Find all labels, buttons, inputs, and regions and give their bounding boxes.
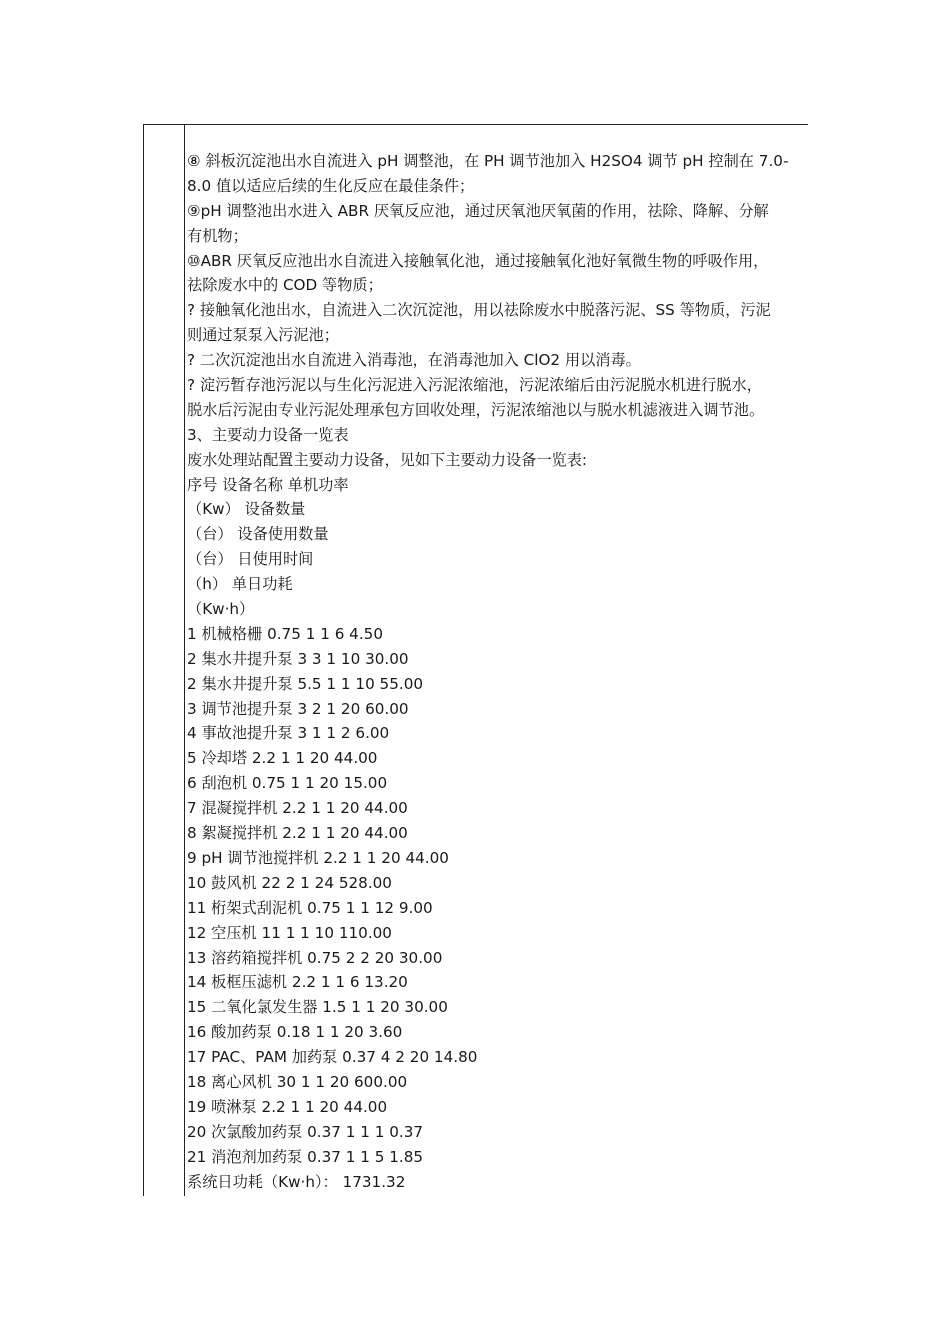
table-row: 16 酸加药泵 0.18 1 1 20 3.60 (187, 1023, 403, 1042)
table-row: 18 离心风机 30 1 1 20 600.00 (187, 1072, 408, 1091)
paragraph-line: 有机物； (187, 226, 248, 245)
table-row: 10 鼓风机 22 2 1 24 528.00 (187, 873, 392, 892)
paragraph-line: ? 淀污暂存池污泥以与生化污泥进入污泥浓缩池，污泥浓缩后由污泥脱水机进行脱水， (187, 376, 762, 395)
section-heading: 3、主要动力设备一览表 (187, 425, 349, 444)
table-header-line: （台） 日使用时间 (187, 550, 314, 569)
table-row: 2 集水井提升泵 5.5 1 1 10 55.00 (187, 674, 424, 693)
table-row: 11 桁架式刮泥机 0.75 1 1 12 9.00 (187, 898, 433, 917)
table-row: 3 调节池提升泵 3 2 1 20 60.00 (187, 699, 409, 718)
table-header-line: 序号 设备名称 单机功率 (187, 475, 349, 494)
paragraph-line: ? 接触氧化池出水，自流进入二次沉淀池，用以祛除废水中脱落污泥、SS 等物质，污泥 (187, 301, 771, 320)
table-column-divider (184, 124, 185, 1196)
table-row: 2 集水井提升泵 3 3 1 10 30.00 (187, 649, 409, 668)
paragraph-line: ⑩ABR 厌氧反应池出水自流进入接触氧化池，通过接触氧化池好氧微生物的呼吸作用， (187, 251, 769, 270)
table-row: 19 喷淋泵 2.2 1 1 20 44.00 (187, 1097, 388, 1116)
table-top-border (143, 124, 808, 125)
paragraph-line: ⑧ 斜板沉淀池出水自流进入 pH 调整池，在 PH 调节池加入 H2SO4 调节 pH 控制在 7.0- (187, 152, 789, 170)
table-row: 4 事故池提升泵 3 1 1 2 6.00 (187, 724, 390, 743)
paragraph-line: ? 二次沉淀池出水自流进入消毒池，在消毒池加入 ClO2 用以消毒。 (187, 351, 641, 370)
table-row: 17 PAC、PAM 加药泵 0.37 4 2 20 14.80 (187, 1048, 478, 1067)
table-header-line: （h） 单日功耗 (187, 575, 293, 594)
table-header-line: （Kw） 设备数量 (187, 500, 306, 519)
paragraph-line: 则通过泵泵入污泥池； (187, 326, 339, 345)
table-row: 15 二氧化氯发生器 1.5 1 1 20 30.00 (187, 998, 448, 1017)
table-row: 13 溶药箱搅拌机 0.75 2 2 20 30.00 (187, 948, 443, 967)
table-row: 14 板框压滤机 2.2 1 1 6 13.20 (187, 973, 408, 992)
paragraph-line: 脱水后污泥由专业污泥处理承包方回收处理，污泥浓缩池以与脱水机滤液进入调节池。 (187, 400, 765, 419)
total-line: 系统日功耗（Kw·h）： 1731.32 (187, 1172, 406, 1191)
table-row: 12 空压机 11 1 1 10 110.00 (187, 923, 392, 942)
document-body (187, 149, 809, 1194)
table-row: 5 冷却塔 2.2 1 1 20 44.00 (187, 749, 378, 768)
table-row: 1 机械格栅 0.75 1 1 6 4.50 (187, 624, 383, 643)
table-row: 9 pH 调节池搅拌机 2.2 1 1 20 44.00 (187, 848, 449, 867)
table-left-border (143, 124, 144, 1196)
table-header-line: （台） 设备使用数量 (187, 525, 329, 544)
table-header-line: （Kw·h） (187, 600, 255, 619)
paragraph-line: 8.0 值以适应后续的生化反应在最佳条件； (187, 176, 475, 195)
intro-text: 废水处理站配置主要动力设备，见如下主要动力设备一览表: (187, 450, 587, 469)
table-row: 21 消泡剂加药泵 0.37 1 1 5 1.85 (187, 1147, 424, 1166)
table-row: 6 刮泡机 0.75 1 1 20 15.00 (187, 774, 388, 793)
table-row: 8 絮凝搅拌机 2.2 1 1 20 44.00 (187, 824, 408, 843)
table-row: 7 混凝搅拌机 2.2 1 1 20 44.00 (187, 799, 408, 818)
paragraph-line: 祛除废水中的 COD 等物质； (187, 276, 383, 295)
paragraph-line: ⑨pH 调整池出水进入 ABR 厌氧反应池，通过厌氧池厌氧菌的作用，祛除、降解、分解 (187, 201, 769, 220)
table-row: 20 次氯酸加药泵 0.37 1 1 1 0.37 (187, 1122, 424, 1141)
